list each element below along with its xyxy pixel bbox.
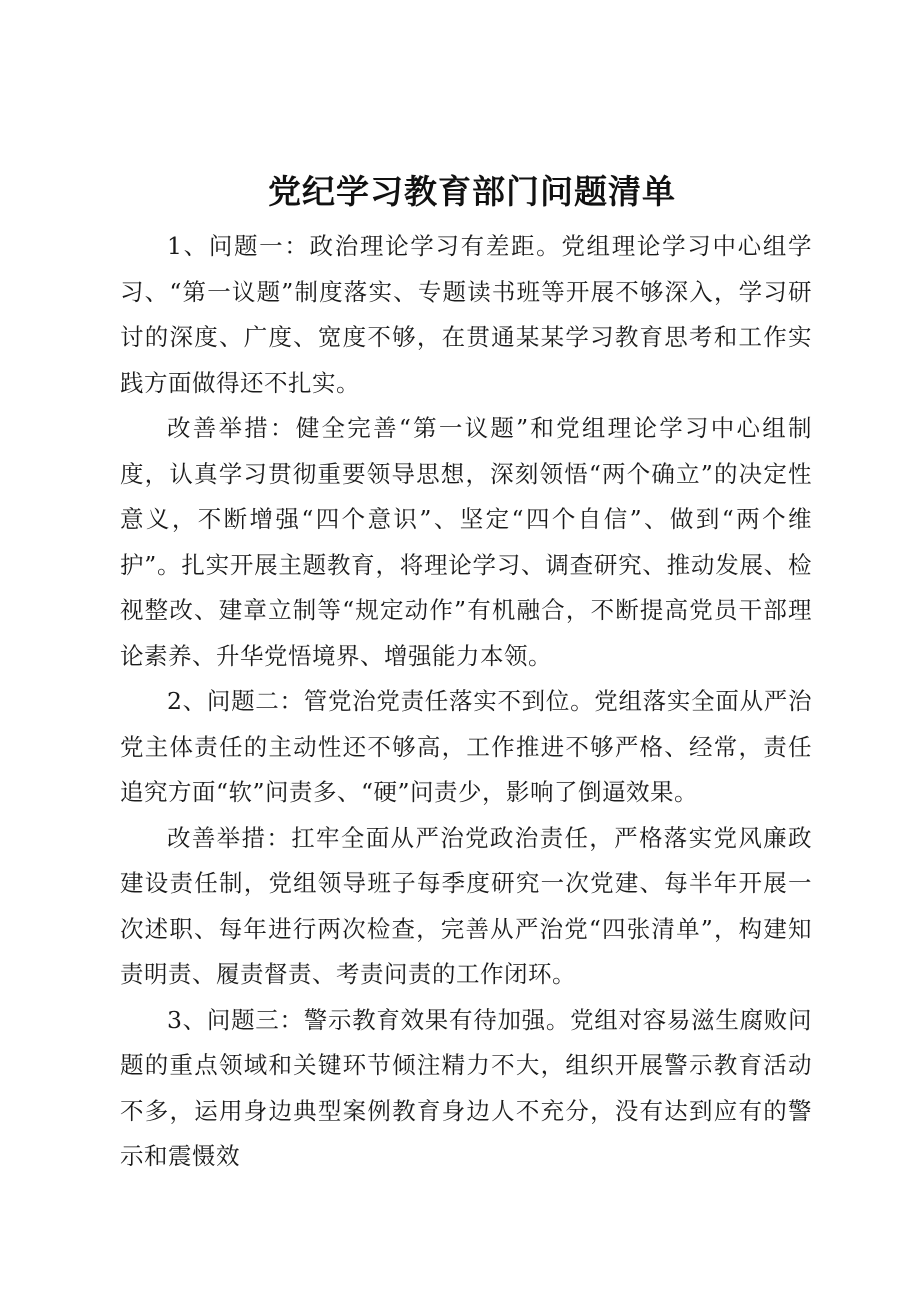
paragraph-measure-1: 改善举措：健全完善“第一议题”和党组理论学习中心组制度，认真学习贯彻重要领导思想，深刻领悟“两个确立”的决定性意义，不断增强“四个意识”、坚定“四个自信”、做到“两个维护”。扎实开展主题教育，将理论学习、调查研究、推动发展、检视整改、建章立制等“规定动作”有机融合，不断提高党员干部理论素养、升华党悟境界、增强能力本领。 bbox=[120, 414, 812, 670]
paragraph-problem-3: 3、问题三：警示教育效果有待加强。党组对容易滋生腐败问题的重点领域和关键环节倾注精力不大，组织开展警示教育活动不多，运用身边典型案例教育身边人不充分，没有达到应有的警示和震慑效 bbox=[120, 1005, 812, 1170]
document-title: 党纪学习教育部门问题清单 bbox=[268, 172, 676, 211]
paragraph-measure-2: 改善举措：扛牢全面从严治党政治责任，严格落实党风廉政建设责任制，党组领导班子每季度研究一次党建、每半年开展一次述职、每年进行两次检查，完善从严治党“四张清单”，构建知责明责、履责督责、考责问责的工作闭环。 bbox=[120, 823, 812, 988]
paragraph-problem-1: 1、问题一：政治理论学习有差距。党组理论学习中心组学习、“第一议题”制度落实、专题读书班等开展不够深入，学习研讨的深度、广度、宽度不够，在贯通某某学习教育思考和工作实践方面做得还不扎实。 bbox=[120, 232, 812, 397]
paragraph-problem-2: 2、问题二：管党治党责任落实不到位。党组落实全面从严治党主体责任的主动性还不够高，工作推进不够严格、经常，责任追究方面“软”问责多、“硬”问责少，影响了倒逼效果。 bbox=[120, 687, 812, 806]
